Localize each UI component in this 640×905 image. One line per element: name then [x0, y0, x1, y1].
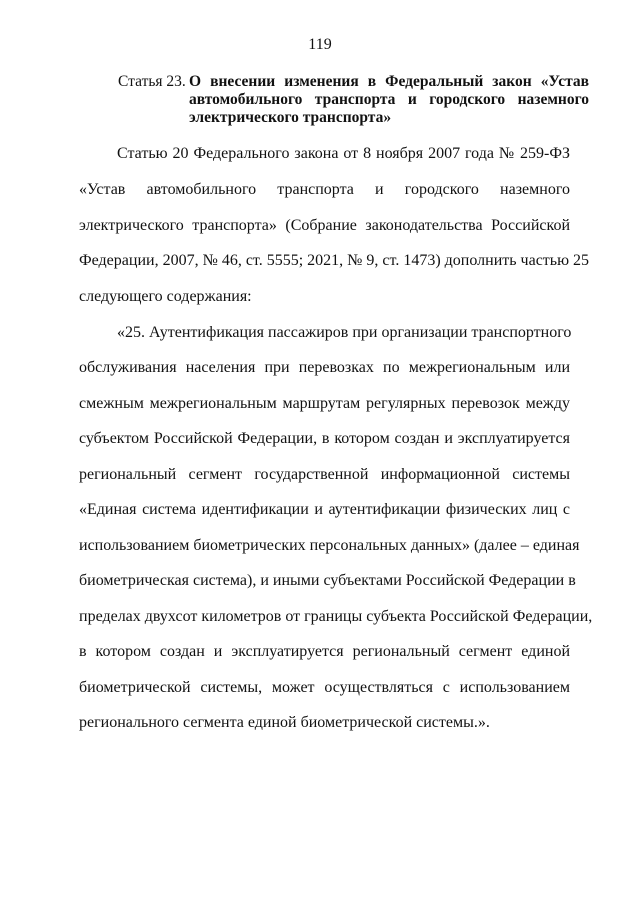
- body-line: регионального сегмента единой биометрической системы.».: [79, 714, 490, 731]
- article-title: [189, 73, 589, 127]
- body-line: в котором создан и эксплуатируется региональный сегмент единой: [79, 643, 570, 660]
- page-number: 119: [308, 36, 332, 53]
- body-line: биометрическая система), и иными субъектами Российской Федерации в: [79, 572, 576, 589]
- body-line: смежным межрегиональным маршрутам регулярных перевозок между: [79, 395, 570, 412]
- article-title-line: О внесении изменения в Федеральный закон «Устав: [189, 73, 589, 90]
- body-line: биометрической системы, может осуществляться с использованием: [79, 679, 570, 696]
- body-line: электрического транспорта» (Собрание законодательства Российской: [79, 217, 570, 234]
- body-line: пределах двухсот километров от границы субъекта Российской Федерации,: [79, 608, 593, 625]
- body-line: региональный сегмент государственной информационной системы: [79, 466, 570, 483]
- body-line: Федерации, 2007, № 46, ст. 5555; 2021, № 9, ст. 1473) дополнить частью 25: [79, 252, 590, 269]
- body-line: «25. Аутентификация пассажиров при организации транспортного: [117, 324, 572, 341]
- article-title-line: автомобильного транспорта и городского наземного: [189, 91, 589, 108]
- article-label: Статья 23.: [118, 73, 186, 90]
- body-line: использованием биометрических персональных данных» (далее – единая: [79, 537, 580, 554]
- article-title-line: электрического транспорта»: [189, 109, 392, 126]
- body-line: обслуживания населения при перевозках по межрегиональным или: [79, 359, 570, 376]
- body-line: следующего содержания:: [79, 288, 252, 305]
- body-line: «Устав автомобильного транспорта и городского наземного: [79, 181, 570, 198]
- body-line: субъектом Российской Федерации, в котором создан и эксплуатируется: [79, 430, 570, 447]
- body-line: «Единая система идентификации и аутентификации физических лиц с: [79, 501, 570, 518]
- body-line: Статью 20 Федерального закона от 8 ноября 2007 года № 259-ФЗ: [117, 145, 570, 162]
